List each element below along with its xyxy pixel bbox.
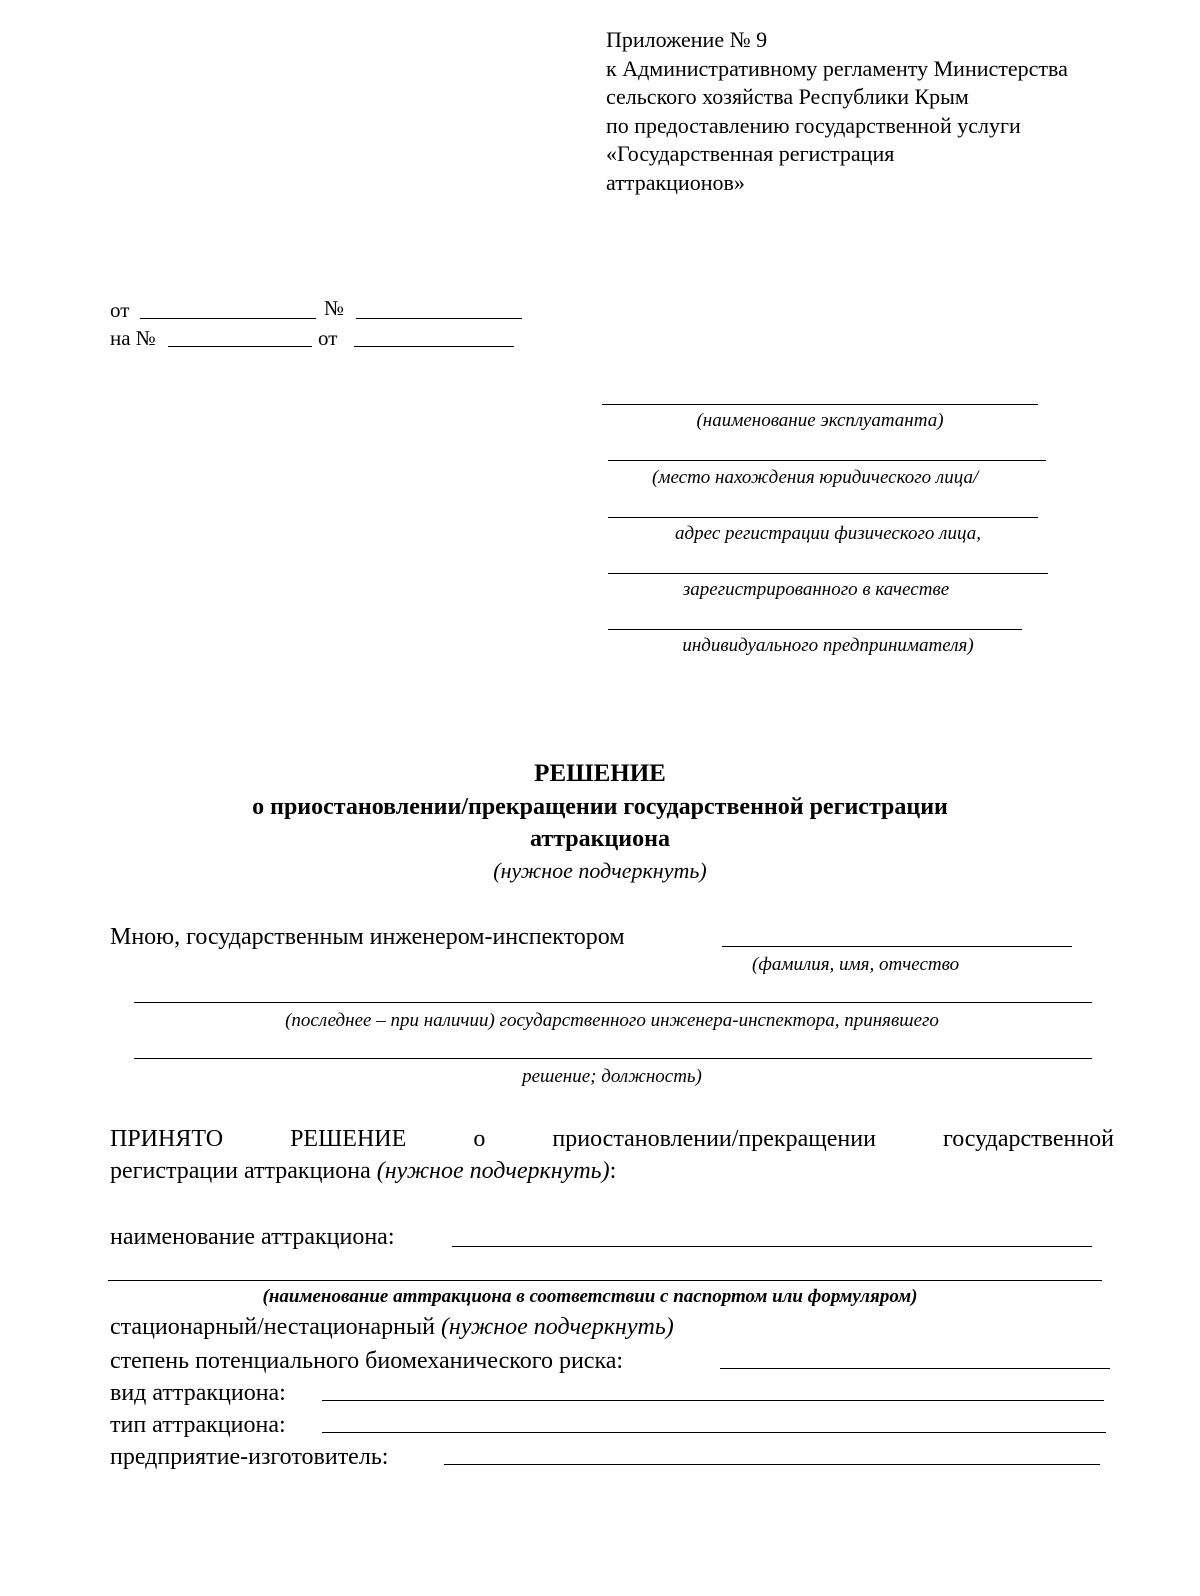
inspector-position-field[interactable]: [134, 1058, 1092, 1059]
risk-label: степень потенциального биомеханического риска:: [110, 1348, 624, 1374]
decision-line-1: [110, 1126, 1114, 1153]
location-caption: (место нахождения юридического лица/: [652, 467, 979, 488]
decision-line-2: [110, 1158, 616, 1185]
inspector-name-field-2[interactable]: [134, 1002, 1092, 1003]
from-label-2: от: [318, 326, 338, 350]
appendix-header: [606, 26, 1068, 197]
appendix-line: к Административному регламенту Министерства: [606, 55, 1068, 81]
type-field[interactable]: [322, 1432, 1106, 1433]
appendix-line: по предоставлению государственной услуги: [606, 112, 1021, 138]
risk-field[interactable]: [720, 1368, 1110, 1369]
incoming-date-field[interactable]: [354, 346, 514, 347]
operator-name-caption: (наименование эксплуатанта): [696, 410, 944, 431]
inspector-name-field[interactable]: [722, 946, 1072, 947]
manufacturer-label: предприятие-изготовитель:: [110, 1444, 389, 1470]
location-field[interactable]: [608, 460, 1046, 461]
decision-word: о: [473, 1126, 486, 1152]
number-label: №: [324, 296, 345, 320]
number-field[interactable]: [356, 318, 522, 319]
appendix-line: сельского хозяйства Республики Крым: [606, 84, 969, 109]
kind-label: вид аттракциона:: [110, 1380, 286, 1406]
incoming-number-field[interactable]: [168, 346, 312, 347]
inspector-caption-1: (фамилия, имя, отчество: [752, 954, 960, 975]
attraction-name-label: наименование аттракциона:: [110, 1224, 395, 1250]
appendix-line: Приложение № 9: [606, 27, 768, 52]
kind-field[interactable]: [322, 1400, 1104, 1401]
decision-line2-text: регистрации аттракциона: [110, 1158, 377, 1184]
document-subtitle-line2: аттракциона: [530, 826, 670, 852]
registration-address-caption: адрес регистрации физического лица,: [675, 523, 981, 544]
type-label: тип аттракциона:: [110, 1412, 286, 1438]
stationary-text: стационарный/нестационарный: [110, 1314, 441, 1340]
attraction-name-field[interactable]: [452, 1246, 1092, 1247]
decision-word: ПРИНЯТО: [110, 1126, 224, 1152]
decision-word: приостановлении/прекращении: [552, 1126, 876, 1152]
entrepreneur-field[interactable]: [608, 629, 1022, 630]
document-title: РЕШЕНИЕ: [534, 760, 666, 787]
registration-address-field[interactable]: [608, 517, 1038, 518]
stationary-line: [110, 1314, 674, 1341]
inspector-caption-2: (последнее – при наличии) государственного инженера-инспектора, принявшего: [285, 1010, 939, 1031]
stationary-note: (нужное подчеркнуть): [440, 1314, 674, 1340]
decision-line2-end: :: [609, 1158, 617, 1184]
decision-line2-note: (нужное подчеркнуть): [376, 1158, 610, 1184]
on-number-label: на №: [110, 326, 156, 350]
decision-word: государственной: [942, 1126, 1114, 1152]
appendix-line: «Государственная регистрация: [606, 141, 895, 166]
decision-word: РЕШЕНИЕ: [290, 1126, 407, 1152]
registered-as-field[interactable]: [608, 573, 1048, 574]
manufacturer-field[interactable]: [444, 1464, 1100, 1465]
attraction-name-field-2[interactable]: [108, 1280, 1102, 1281]
operator-name-field[interactable]: [602, 404, 1038, 405]
attraction-name-caption: (наименование аттракциона в соответствии с паспортом или формуляром): [262, 1286, 918, 1307]
appendix-line: аттракционов»: [606, 169, 745, 195]
document-subtitle-line1: о приостановлении/прекращении государственной регистрации: [252, 794, 948, 820]
registered-as-caption: зарегистрированного в качестве: [682, 579, 950, 600]
entrepreneur-caption: индивидуального предпринимателя): [682, 635, 974, 656]
underline-note: (нужное подчеркнуть): [493, 858, 707, 883]
from-label: от: [110, 298, 130, 322]
date-field[interactable]: [140, 318, 316, 319]
inspector-lead: Мною, государственным инженером-инспектором: [110, 924, 625, 950]
inspector-caption-3: решение; должность): [522, 1066, 702, 1087]
